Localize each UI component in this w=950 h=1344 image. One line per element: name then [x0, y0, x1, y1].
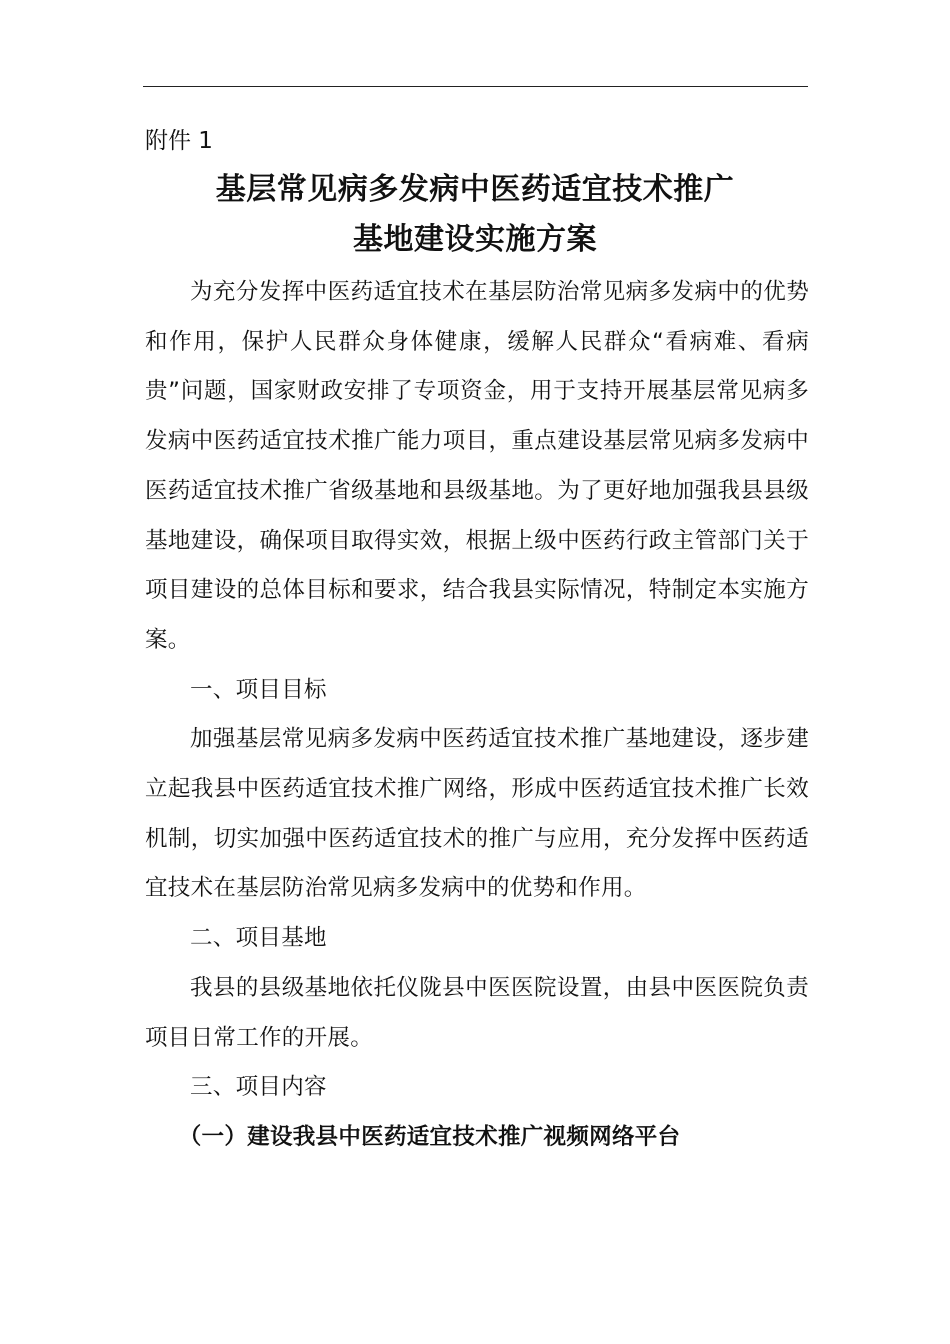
section-heading-goals: 一、项目目标 [190, 676, 327, 703]
section-paragraph-goals: 加强基层常见病多发病中医药适宜技术推广基地建设，逐步建立起我县中医药适宜技术推广网络，形成中医药适宜技术推广长效机制，切实加强中医药适宜技术的推广与应用，充分发挥中医药适宜技术在基层防治常见病多发病中的优势和作用。 [145, 726, 809, 902]
header-rule [143, 86, 808, 87]
section-heading-base: 二、项目基地 [190, 925, 327, 952]
document-body [145, 268, 809, 1163]
attachment-label: 附件 1 [145, 128, 213, 154]
subsection-heading-video-platform: （一）建设我县中医药适宜技术推广视频网络平台 [178, 1123, 681, 1150]
document-title-line-2: 基地建设实施方案 [353, 222, 597, 257]
document-title-line-1: 基层常见病多发病中医药适宜技术推广 [215, 172, 735, 207]
section-paragraph-base: 我县的县级基地依托仪陇县中医医院设置，由县中医医院负责项目日常工作的开展。 [145, 974, 809, 1051]
intro-paragraph: 为充分发挥中医药适宜技术在基层防治常见病多发病中的优势和作用，保护人民群众身体健康，缓解人民群众“看病难、看病贵”问题，国家财政安排了专项资金，用于支持开展基层常见病多发病中医药适宜技术推广能力项目，重点建设基层常见病多发病中医药适宜技术推广省级基地和县级基地。为了更好地加强我县县级基地建设，确保项目取得实效，根据上级中医药行政主管部门关于项目建设的总体目标和要求，结合我县实际情况，特制定本实施方案。 [145, 279, 809, 653]
section-heading-content: 三、项目内容 [190, 1074, 327, 1101]
